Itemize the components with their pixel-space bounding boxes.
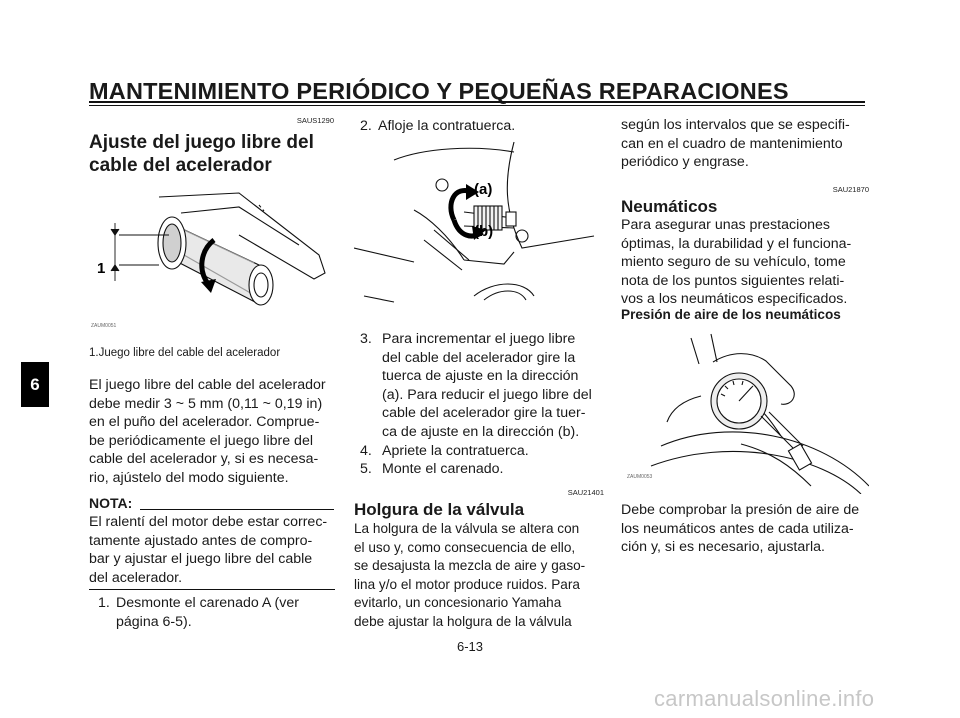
step-2 bbox=[360, 117, 604, 136]
text-line: debe ajustar la holgura de la válvula bbox=[354, 613, 572, 629]
header-rule-thin bbox=[89, 105, 865, 106]
text-line: El juego libre del cable del acelerador bbox=[89, 377, 326, 393]
figure-code-3: ZAUM0053 bbox=[627, 474, 653, 480]
section-heading-line1: Ajuste del juego libre del bbox=[89, 132, 314, 153]
text-line: La holgura de la válvula se altera con bbox=[354, 521, 580, 536]
text-line: El ralentí del motor debe estar correc- bbox=[89, 514, 328, 530]
text-line: miento seguro de su vehículo, tome bbox=[621, 254, 846, 271]
continued-text bbox=[621, 116, 869, 172]
text-line: ca de ajuste en la dirección (b). bbox=[382, 423, 580, 440]
section-code: SAU21401 bbox=[567, 488, 604, 497]
text-line: nota de los puntos siguientes relati- bbox=[621, 272, 845, 289]
figure-callout-1: 1 bbox=[97, 260, 106, 277]
text-line: vos a los neumáticos especificados. bbox=[621, 291, 848, 308]
text-line: (a). Para reducir el juego libre del bbox=[382, 386, 592, 403]
text-line: debe medir 3 ~ 5 mm (0,11 ~ 0,19 in) bbox=[89, 395, 323, 412]
note-rule-bottom bbox=[89, 589, 335, 590]
text-line: lina y/o el motor produce ruidos. Para bbox=[354, 576, 580, 592]
text-line: del cable del acelerador gire la bbox=[382, 349, 576, 366]
valve-heading: Holgura de la válvula bbox=[354, 500, 525, 519]
step-5-text: Monte el carenado. bbox=[382, 461, 504, 478]
section-code: SAUS1290 bbox=[296, 116, 334, 125]
step-number: 4. bbox=[360, 442, 372, 459]
header-rule bbox=[89, 101, 865, 103]
text-line: Debe comprobar la presión de aire de bbox=[621, 502, 860, 518]
tire-pressure-subheading: Presión de aire de los neumáticos bbox=[621, 307, 841, 322]
valve-body-text bbox=[354, 520, 604, 632]
text-line: página 6-5). bbox=[116, 613, 192, 630]
text-line: ción y, si es necesario, ajustarla. bbox=[621, 539, 825, 556]
watermark: carmanualsonline.info bbox=[654, 686, 875, 711]
section-code: SAU21870 bbox=[832, 185, 869, 194]
text-line: Desmonte el carenado A (ver bbox=[116, 595, 299, 611]
text-line: Para asegurar unas prestaciones bbox=[621, 217, 830, 233]
text-line: Afloje la contratuerca. bbox=[378, 118, 516, 134]
step-number: 2. bbox=[360, 118, 372, 134]
text-line: evitarlo, un concesionario Yamaha bbox=[354, 595, 562, 611]
step-3 bbox=[360, 330, 604, 479]
step-1 bbox=[98, 594, 335, 631]
step-4-text: Apriete la contratuerca. bbox=[382, 442, 529, 459]
throttle-grip-figure bbox=[89, 185, 334, 335]
text-line: be periódicamente el juego libre del bbox=[89, 432, 313, 449]
tire-gauge-figure bbox=[621, 326, 869, 494]
step-number: 3. bbox=[360, 331, 372, 347]
step-number: 5. bbox=[360, 461, 372, 478]
text-line: el uso y, como consecuencia de ello, bbox=[354, 539, 576, 555]
chapter-tab[interactable]: 6 bbox=[21, 362, 49, 407]
step-number: 1. bbox=[98, 595, 110, 611]
throttle-body-text bbox=[89, 376, 335, 488]
page-number: 6-13 bbox=[457, 639, 484, 654]
text-line: cable del acelerador gire la tuer- bbox=[382, 405, 586, 422]
text-line: periódico y engrase. bbox=[621, 154, 749, 171]
text-line: tamente ajustado antes de compro- bbox=[89, 532, 313, 549]
note-rule-top bbox=[140, 509, 334, 510]
text-line: tuerca de ajuste en la dirección bbox=[382, 368, 579, 385]
adjusting-nut-figure bbox=[354, 140, 604, 308]
text-line: en el puño del acelerador. Comprue- bbox=[89, 414, 320, 431]
section-heading-line2: cable del acelerador bbox=[89, 155, 272, 176]
text-line: bar y ajustar el juego libre del cable bbox=[89, 551, 313, 568]
text-line: rio, ajústelo del modo siguiente. bbox=[89, 469, 289, 486]
text-line: según los intervalos que se especifi- bbox=[621, 117, 850, 133]
text-line: óptimas, la durabilidad y el funciona- bbox=[621, 235, 852, 252]
tire-pressure-text bbox=[621, 501, 869, 557]
figure-caption: 1.Juego libre del cable del acelerador bbox=[89, 347, 281, 359]
note-label: NOTA: bbox=[89, 495, 133, 511]
page-header-title: MANTENIMIENTO PERIÓDICO Y PEQUEÑAS REPARACIONES bbox=[89, 78, 789, 104]
text-line: cable del acelerador y, si es necesa- bbox=[89, 451, 319, 468]
figure-code-1: ZAUM0051 bbox=[91, 323, 117, 329]
direction-label-a: (a) bbox=[474, 181, 493, 198]
text-line: Para incrementar el juego libre bbox=[382, 331, 576, 347]
tires-heading: Neumáticos bbox=[621, 197, 718, 216]
tires-body-text bbox=[621, 216, 869, 309]
direction-label-b: (b) bbox=[474, 223, 494, 240]
text-line: can en el cuadro de mantenimiento bbox=[621, 135, 843, 152]
text-line: los neumáticos antes de cada utiliza- bbox=[621, 520, 854, 537]
text-line: del acelerador. bbox=[89, 569, 183, 586]
text-line: se desajusta la mezcla de aire y gaso- bbox=[354, 558, 586, 574]
note-text bbox=[89, 513, 335, 587]
